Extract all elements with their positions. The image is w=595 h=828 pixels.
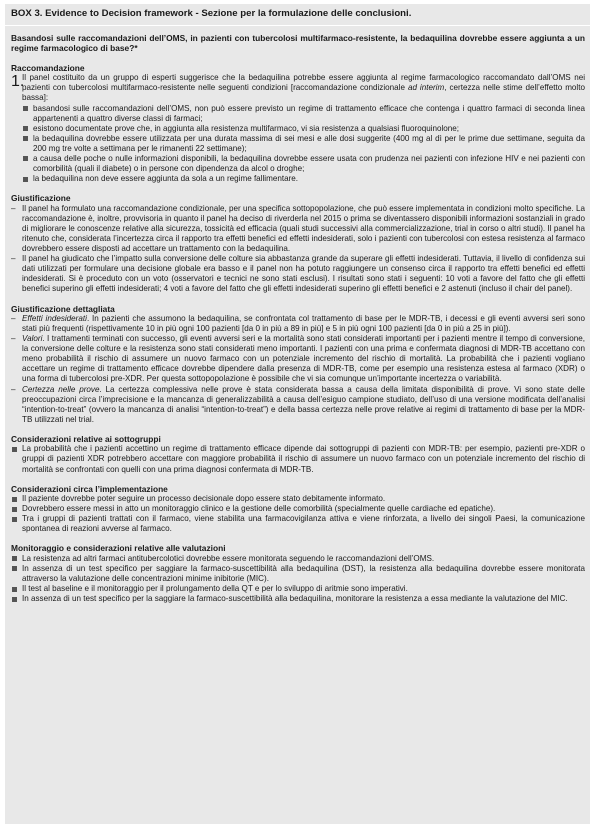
dettagliata-item (11, 314, 585, 334)
implementazione-item: Dovrebbero essere messi in atto un monitoraggio clinico e la gestione delle comorbilità (specialmente quelle cardiache ed epatiche). (11, 504, 585, 514)
dettagliata-item (11, 385, 585, 425)
recommendation-text-italic: ad interim (407, 83, 445, 93)
section-raccomandazione (11, 63, 585, 184)
implementazione-list (11, 494, 585, 534)
dettagliata-list (11, 314, 585, 425)
condition-item: la bedaquilina non deve essere aggiunta da sola a un regime fallimentare. (22, 174, 585, 184)
monitoraggio-item: Il test al baseline e il monitoraggio per il prolungamento della QT e per lo sviluppo di aritmie sono imperativi. (11, 584, 585, 594)
heading-monitoraggio: Monitoraggio e considerazioni relative alle valutazioni (11, 543, 226, 554)
recommendation-number: 1. (11, 73, 25, 91)
evidence-box (5, 4, 590, 824)
heading-giustificazione-dettagliata: Giustificazione dettagliata (11, 303, 115, 314)
sottogruppi-item: La probabilità che i pazienti accettino un regime di trattamento efficace dipende dai sottogruppi di pazienti con MDR-TB: per esempio, pazienti pre-XDR o gruppi di pazienti XDR potrebbero accettare con maggiore probabilità il rischio di assumere un nuovo farmaco con un potenziale incremento del rischio di mortalità se confrontati con quelli con una prima diagnosi confermata di MDR-TB. (11, 444, 585, 474)
section-monitoraggio (11, 543, 585, 604)
condition-item: esistono documentate prove che, in aggiunta alla resistenza multifarmaco, vi sia resistenza a qualsiasi fluoroquinolone; (22, 124, 585, 134)
question: Basandosi sulle raccomandazioni dell’OMS, in pazienti con tubercolosi multifarmaco-resistente, la bedaquilina dovrebbe essere aggiunta a un regime farmacologico di base?* (11, 33, 585, 54)
section-sottogruppi (11, 434, 585, 475)
implementazione-item: Il paziente dovrebbe poter seguire un processo decisionale dopo essere stato debitamente informato. (11, 494, 585, 504)
monitoraggio-item: In assenza di un test specifico per la saggiare la farmaco-suscettibilità alla bedaquilina, monitorare la resistenza a essa mediante la valutazione del MIC. (11, 594, 585, 604)
section-giustificazione (11, 193, 585, 294)
dettagliata-term: Certezza nelle prove (22, 384, 100, 394)
dettagliata-text: . In pazienti che assumono la bedaquilina, se confrontata col trattamento di base per le MDR-TB, i decessi e gli eventi avversi seri sono stati più frequenti (rispettivamente 10 in più ogni 100 pazienti [da 0 in più a 89 in più] e 5 in più ogni 100 pazienti [da 0 in più a 25 in più]). (22, 313, 586, 333)
recommendation-conditions (22, 104, 585, 185)
dettagliata-term: Effetti indesiderati (22, 313, 87, 323)
monitoraggio-item: In assenza di un test specifico per saggiare la farmaco-suscettibilità alla bedaquilina (DST), la resistenza alla bedaquilina dovrebbe essere monitorata attraverso la valutazione delle concentrazioni minime inibitorie (MIC). (11, 564, 585, 584)
box-title: BOX 3. Evidence to Decision framework - Sezione per la formulazione delle conclusioni. (5, 4, 590, 26)
dettagliata-term: Valori (22, 334, 43, 344)
implementazione-item: Tra i gruppi di pazienti trattati con il farmaco, viene stabilita una farmacovigilanza attiva e viene rinforzata, a livello dei singoli Paesi, la comunicazione spontanea di reazioni avverse al farmaco. (11, 514, 585, 534)
section-giustificazione-dettagliata (11, 304, 585, 425)
condition-item: la bedaquilina dovrebbe essere utilizzata per una durata massima di sei mesi e alle dosi suggerite (400 mg al dì per le prime due settimane, seguita da 200 mg tre volte a settimana per le rimanenti 22 settimane); (22, 134, 585, 154)
dettagliata-item (11, 334, 585, 384)
giustificazione-item: – Il panel ha giudicato che l’impatto sulla conversione delle colture sia abbastanza grande da superare gli effetti indesiderati. Tuttavia, il livello di confidenza sui dati utilizzati per formulare una decisione globale era basso e il panel non ha potuto raggiungere un consenso circa il rapporto tra effetti benefici ed effetti indesiderati. Si è proceduto con un voto (osservatori e tecnici ne sono stati esclusi). I risultati sono stati i seguenti: 10 voti a favore del fatto che gli effetti benefici superino gli effetti indesiderati; 4 voti a favore del fatto che gli effetti indesiderati superino gli effetti benefici e 2 astenuti (incluso il chair del panel). (11, 254, 585, 294)
heading-giustificazione: Giustificazione (11, 193, 71, 204)
monitoraggio-list (11, 554, 585, 604)
dettagliata-text: . I trattamenti terminati con successo, gli eventi avversi seri e la mortalità sono stati considerati importanti per i pazienti mentre il tempo di conversione, la conversione delle colture e la resistenza sono stati considerati meno importanti. I pazienti con una prima e confermata diagnosi di MDR-TB accettano con meno probabilità il rischio di assumere un nuovo farmaco con un potenziale incremento del rischio di mortalità. La probabilità che i pazienti vogliano accettare un regime di trattamento efficace dovrebbe dipendere dalla presenza di MDR-TB, come per esempio una resistenza estesa al farmaco (XDR) o una forma di tubercolosi pre-XDR. Per questa sottopopolazione è possibile che vi sia comunque un’importante incertezza o variabilità. (22, 334, 585, 384)
sottogruppi-list (11, 444, 585, 474)
recommendation-text-after: , certezza nelle stime dell’effetto molto bassa]: (22, 83, 585, 103)
recommendation-1 (11, 73, 585, 184)
heading-raccomandazione: Raccomandazione (11, 62, 85, 73)
heading-implementazione: Considerazioni circa l’implementazione (11, 483, 168, 494)
dettagliata-text: . La certezza complessiva nelle prove è stata considerata bassa a causa della limitata disponibilità di prove. Vi sono state delle preoccupazioni circa l’imprecisione e la mancanza di generalizzabilità a causa dell’esiguo campione studiato, dell’uso di una versione modificata dell’analisi “intention-to-treat” (ovvero la mancanza di analisi “intention-to-treat”) e della bassa certezza nelle prove relative ai regimi di trattamento di base per la MDR-TB utilizzati nel trial. (22, 384, 585, 424)
heading-sottogruppi: Considerazioni relative ai sottogruppi (11, 433, 161, 444)
giustificazione-item: – Il panel ha formulato una raccomandazione condizionale, per una specifica sottopopolazione, che può essere implementata in condizioni molto specifiche. La raccomandazione è, inoltre, provvisoria in quanto il panel ha deciso di riverderla nel 2015 o prima se diventassero disponibili informazioni sostanziali in grado di migliorare le conoscenze relative alla sicurezza, tossicità ed efficacia (quali studi successivi alla commercializzazione, trial in corso o altri studi). Il panel ha ritenuto che, considerata l’incertezza circa il rapporto tra effetti benefici ed effetti indesiderati, solo i pazienti con tubercolosi con estesa resistenza al farmaco dovrebbero essere disposti ad accettare un trattamento con la bedaquilina. (11, 204, 585, 254)
recommendation-text (22, 73, 585, 103)
section-implementazione (11, 484, 585, 535)
condition-item: basandosi sulle raccomandazioni dell’OMS, non può essere previsto un regime di trattamento efficace che contenga i quattro farmaci di seconda linea appartenenti a quattro diverse classi di farmaci; (22, 104, 585, 124)
recommendation-text-before: Il panel costituito da un gruppo di esperti suggerisce che la bedaquilina potrebbe essere aggiunta al regime farmacologico raccomandato dall’OMS nei pazienti con tubercolosi multifarmaco-resistente nelle seguenti condizioni [raccomandazione condizionale (22, 73, 585, 93)
condition-item: a causa delle poche o nulle informazioni disponibili, la bedaquilina dovrebbe essere usata con prudenza nei pazienti con infezione HIV e nei pazienti con comorbilità (quali il diabete) o in persone con dipendenza da alcol o droghe; (22, 154, 585, 174)
giustificazione-list (11, 204, 585, 295)
monitoraggio-item: La resistenza ad altri farmaci antitubercolotici dovrebbe essere monitorata seguendo le raccomandazioni dell’OMS. (11, 554, 585, 564)
